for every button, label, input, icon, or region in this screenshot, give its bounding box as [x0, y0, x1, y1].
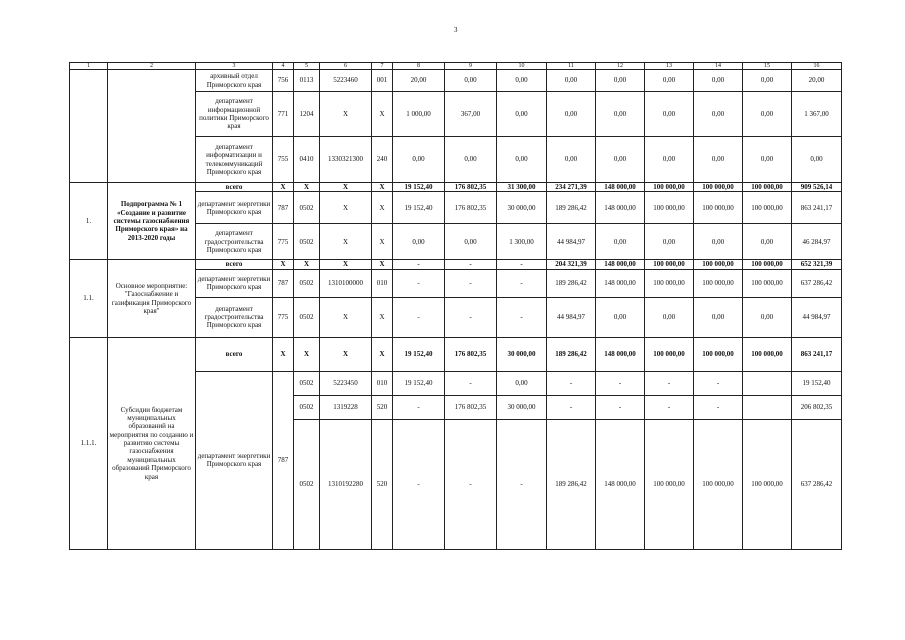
total-cell: 1 367,00 — [792, 92, 842, 137]
value-cell — [743, 371, 792, 395]
rzpr-cell: 0502 — [294, 297, 320, 337]
column-header: 2 — [108, 63, 196, 70]
value-cell — [743, 395, 792, 419]
vr-cell: 010 — [372, 269, 393, 297]
value-cell: 44 984,97 — [547, 224, 596, 260]
value-cell: 0,00 — [596, 70, 645, 92]
csr-cell: X — [320, 92, 372, 137]
value-cell: 176 802,35 — [445, 192, 497, 224]
total-cell: 0,00 — [792, 137, 842, 183]
value-cell: 176 802,35 — [445, 183, 497, 192]
value-cell: 189 286,42 — [547, 419, 596, 549]
executor-cell: департамент градостроительства Приморского края — [196, 297, 273, 337]
total-cell: 863 241,17 — [792, 337, 842, 371]
column-header: 1 — [70, 63, 108, 70]
value-cell: 0,00 — [743, 224, 792, 260]
activity-name-cell: Основное мероприятие: "Газоснабжение и газификация Приморского края" — [108, 260, 196, 337]
value-cell: 0,00 — [645, 92, 694, 137]
value-cell: 0,00 — [445, 137, 497, 183]
value-cell: 0,00 — [645, 137, 694, 183]
value-cell: - — [393, 419, 445, 549]
grbs-cell: X — [273, 260, 294, 269]
executor-cell: всего — [196, 260, 273, 269]
total-cell: 20,00 — [792, 70, 842, 92]
rzpr-cell: 0502 — [294, 192, 320, 224]
column-header: 7 — [372, 63, 393, 70]
executor-cell: архивный отдел Приморского края — [196, 70, 273, 92]
grbs-cell: 755 — [273, 137, 294, 183]
rzpr-cell: 0502 — [294, 395, 320, 419]
column-header: 3 — [196, 63, 273, 70]
value-cell: 100 000,00 — [694, 337, 743, 371]
value-cell: 0,00 — [445, 70, 497, 92]
column-header: 9 — [445, 63, 497, 70]
column-header: 11 — [547, 63, 596, 70]
value-cell: 0,00 — [547, 137, 596, 183]
csr-cell: X — [320, 183, 372, 192]
budget-table — [69, 62, 842, 550]
column-header: 6 — [320, 63, 372, 70]
value-cell: 100 000,00 — [743, 192, 792, 224]
value-cell: 20,00 — [393, 70, 445, 92]
csr-cell: 1319228 — [320, 395, 372, 419]
table-row — [70, 70, 842, 92]
value-cell: 0,00 — [547, 92, 596, 137]
value-cell: 0,00 — [645, 224, 694, 260]
value-cell: 148 000,00 — [596, 192, 645, 224]
value-cell: 19 152,40 — [393, 192, 445, 224]
value-cell: 0,00 — [694, 137, 743, 183]
column-header: 5 — [294, 63, 320, 70]
vr-cell: 001 — [372, 70, 393, 92]
value-cell: 0,00 — [694, 297, 743, 337]
row-number-cell: 1. — [70, 183, 108, 260]
vr-cell: X — [372, 192, 393, 224]
value-cell: 0,00 — [694, 224, 743, 260]
value-cell: - — [596, 395, 645, 419]
value-cell: - — [547, 371, 596, 395]
rzpr-cell: 0410 — [294, 137, 320, 183]
value-cell: 100 000,00 — [743, 260, 792, 269]
measure-name-cell — [108, 70, 196, 183]
value-cell: - — [596, 371, 645, 395]
value-cell: 100 000,00 — [645, 269, 694, 297]
value-cell: 204 321,39 — [547, 260, 596, 269]
total-cell: 637 286,42 — [792, 269, 842, 297]
csr-cell: 1330321300 — [320, 137, 372, 183]
grbs-cell: 787 — [273, 192, 294, 224]
vr-cell: X — [372, 92, 393, 137]
vr-cell: 520 — [372, 419, 393, 549]
value-cell: 100 000,00 — [743, 337, 792, 371]
value-cell: 100 000,00 — [645, 260, 694, 269]
column-header: 13 — [645, 63, 694, 70]
total-cell: 19 152,40 — [792, 371, 842, 395]
value-cell: 0,00 — [497, 137, 547, 183]
value-cell: 0,00 — [645, 297, 694, 337]
value-cell: 148 000,00 — [596, 183, 645, 192]
value-cell: 189 286,42 — [547, 269, 596, 297]
page-number: 3 — [454, 26, 458, 34]
value-cell: 100 000,00 — [694, 183, 743, 192]
grbs-cell: 775 — [273, 224, 294, 260]
value-cell: 1 300,00 — [497, 224, 547, 260]
csr-cell: X — [320, 337, 372, 371]
value-cell: 0,00 — [445, 224, 497, 260]
csr-cell: X — [320, 224, 372, 260]
value-cell: - — [393, 395, 445, 419]
value-cell: 100 000,00 — [645, 419, 694, 549]
value-cell: 19 152,40 — [393, 337, 445, 371]
value-cell: - — [497, 419, 547, 549]
value-cell: 0,00 — [596, 92, 645, 137]
value-cell: - — [497, 269, 547, 297]
value-cell: - — [497, 297, 547, 337]
csr-cell: 1310192280 — [320, 419, 372, 549]
rzpr-cell: 0502 — [294, 224, 320, 260]
executor-cell: департамент энергетики Приморского края — [196, 269, 273, 297]
rzpr-cell: X — [294, 337, 320, 371]
value-cell: - — [694, 371, 743, 395]
table-row — [70, 260, 842, 269]
executor-cell: департамент информационной политики Приморского края — [196, 92, 273, 137]
total-cell: 863 241,17 — [792, 192, 842, 224]
value-cell: 100 000,00 — [645, 183, 694, 192]
value-cell: 100 000,00 — [645, 337, 694, 371]
total-cell: 46 284,97 — [792, 224, 842, 260]
value-cell: - — [645, 395, 694, 419]
value-cell: - — [393, 260, 445, 269]
value-cell: 0,00 — [497, 371, 547, 395]
value-cell: - — [547, 395, 596, 419]
value-cell: 100 000,00 — [694, 269, 743, 297]
grbs-cell: 771 — [273, 92, 294, 137]
value-cell: 19 152,40 — [393, 371, 445, 395]
row-number-cell: 1.1. — [70, 260, 108, 337]
value-cell: - — [445, 419, 497, 549]
executor-cell: всего — [196, 183, 273, 192]
row-number-cell — [70, 70, 108, 183]
value-cell: - — [445, 371, 497, 395]
value-cell: 0,00 — [596, 137, 645, 183]
rzpr-cell: 0502 — [294, 419, 320, 549]
value-cell: 0,00 — [694, 92, 743, 137]
value-cell: 0,00 — [596, 297, 645, 337]
value-cell: 0,00 — [497, 92, 547, 137]
value-cell: 100 000,00 — [645, 192, 694, 224]
value-cell: - — [445, 297, 497, 337]
table-row — [70, 183, 842, 192]
value-cell: 189 286,42 — [547, 337, 596, 371]
executor-cell: всего — [196, 337, 273, 371]
vr-cell: X — [372, 297, 393, 337]
value-cell: 148 000,00 — [596, 419, 645, 549]
value-cell: 100 000,00 — [743, 183, 792, 192]
value-cell: 0,00 — [694, 70, 743, 92]
subprogram-name-cell: Подпрограмма № 1 «Создание и развитие системы газоснабжения Приморского края» на 2013-2020 годы — [108, 183, 196, 260]
rzpr-cell: 0502 — [294, 269, 320, 297]
vr-cell: X — [372, 183, 393, 192]
grbs-cell: 787 — [273, 269, 294, 297]
rzpr-cell: 1204 — [294, 92, 320, 137]
rzpr-cell: 0502 — [294, 371, 320, 395]
value-cell: 100 000,00 — [694, 260, 743, 269]
vr-cell: 240 — [372, 137, 393, 183]
total-cell: 44 984,97 — [792, 297, 842, 337]
value-cell: 189 286,42 — [547, 192, 596, 224]
value-cell: 0,00 — [743, 297, 792, 337]
grbs-cell: 775 — [273, 297, 294, 337]
value-cell: 0,00 — [393, 224, 445, 260]
value-cell: 0,00 — [393, 137, 445, 183]
value-cell: 100 000,00 — [694, 192, 743, 224]
total-cell: 652 321,39 — [792, 260, 842, 269]
total-cell: 206 802,35 — [792, 395, 842, 419]
csr-cell: 1310100000 — [320, 269, 372, 297]
total-cell: 637 286,42 — [792, 419, 842, 549]
value-cell: 176 802,35 — [445, 337, 497, 371]
value-cell: 1 000,00 — [393, 92, 445, 137]
value-cell: - — [445, 269, 497, 297]
value-cell: 148 000,00 — [596, 260, 645, 269]
value-cell: 31 300,00 — [497, 183, 547, 192]
value-cell: 0,00 — [547, 70, 596, 92]
csr-cell: X — [320, 297, 372, 337]
vr-cell: 520 — [372, 395, 393, 419]
column-header: 4 — [273, 63, 294, 70]
column-header: 16 — [792, 63, 842, 70]
column-header: 8 — [393, 63, 445, 70]
value-cell: 0,00 — [743, 137, 792, 183]
value-cell: - — [445, 260, 497, 269]
value-cell: 0,00 — [743, 70, 792, 92]
value-cell: 100 000,00 — [743, 269, 792, 297]
executor-cell: департамент энергетики Приморского края — [196, 192, 273, 224]
row-number-cell: 1.1.1. — [70, 337, 108, 549]
value-cell: 30 000,00 — [497, 192, 547, 224]
value-cell: 234 271,39 — [547, 183, 596, 192]
grbs-cell: 787 — [273, 371, 294, 549]
value-cell: - — [393, 297, 445, 337]
value-cell: 100 000,00 — [743, 419, 792, 549]
value-cell: 367,00 — [445, 92, 497, 137]
value-cell: - — [694, 395, 743, 419]
vr-cell: 010 — [372, 371, 393, 395]
value-cell: 30 000,00 — [497, 395, 547, 419]
value-cell: 0,00 — [497, 70, 547, 92]
grbs-cell: X — [273, 183, 294, 192]
table-row — [70, 337, 842, 371]
value-cell: - — [393, 269, 445, 297]
column-number-row — [70, 63, 842, 70]
subsidy-name-cell: Субсидии бюджетам муниципальных образований на мероприятия по созданию и развитию системы газоснабжения муниципальных образований Приморского края — [108, 337, 196, 549]
grbs-cell: 756 — [273, 70, 294, 92]
column-header: 15 — [743, 63, 792, 70]
column-header: 12 — [596, 63, 645, 70]
rzpr-cell: X — [294, 260, 320, 269]
executor-cell: департамент энергетики Приморского края — [196, 371, 273, 549]
column-header: 14 — [694, 63, 743, 70]
value-cell: 148 000,00 — [596, 337, 645, 371]
vr-cell: X — [372, 260, 393, 269]
executor-cell: департамент градостроительства Приморского края — [196, 224, 273, 260]
value-cell: 44 984,97 — [547, 297, 596, 337]
value-cell: 0,00 — [645, 70, 694, 92]
vr-cell: X — [372, 224, 393, 260]
column-header: 10 — [497, 63, 547, 70]
value-cell: 176 802,35 — [445, 395, 497, 419]
grbs-cell: X — [273, 337, 294, 371]
value-cell: 0,00 — [743, 92, 792, 137]
value-cell: 100 000,00 — [694, 419, 743, 549]
executor-cell: департамент информатизации и телекоммуникаций Приморского края — [196, 137, 273, 183]
value-cell: - — [497, 260, 547, 269]
value-cell: - — [645, 371, 694, 395]
value-cell: 30 000,00 — [497, 337, 547, 371]
rzpr-cell: X — [294, 183, 320, 192]
value-cell: 19 152,40 — [393, 183, 445, 192]
total-cell: 909 526,14 — [792, 183, 842, 192]
csr-cell: 5223450 — [320, 371, 372, 395]
csr-cell: X — [320, 260, 372, 269]
value-cell: 0,00 — [596, 224, 645, 260]
vr-cell: X — [372, 337, 393, 371]
value-cell: 148 000,00 — [596, 269, 645, 297]
rzpr-cell: 0113 — [294, 70, 320, 92]
csr-cell: X — [320, 192, 372, 224]
csr-cell: 5223460 — [320, 70, 372, 92]
